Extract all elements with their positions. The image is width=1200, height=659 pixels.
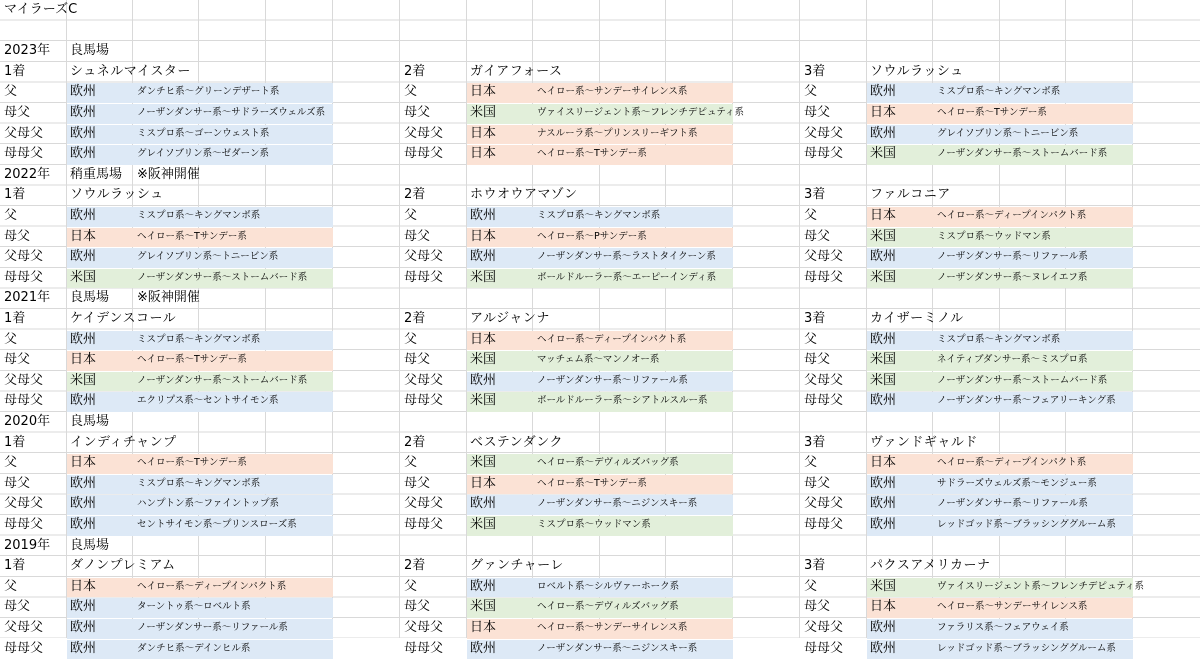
year-label: 2020年: [4, 414, 51, 429]
bloodline-cell: ヘイロー系～ディープインパクト系: [537, 333, 687, 345]
year-label: 2022年: [4, 166, 51, 182]
venue-note: ※阪神開催: [137, 166, 200, 182]
bloodline-cell: ヘイロー系～Tサンデー系: [537, 477, 647, 489]
bloodline-cell: ヘイロー系～ディープインパクト系: [937, 457, 1087, 469]
bloodline-cell: ミスプロ系～キングマンボ系: [937, 86, 1061, 98]
placing-row: [0, 185, 1200, 206]
pedigree-row: [0, 206, 1200, 227]
relation-label: 母母父: [4, 640, 44, 656]
relation-label: 母母父: [4, 146, 44, 162]
bloodline-cell: ヘイロー系～Tサンデー系: [937, 107, 1047, 118]
relation-label: 父母父: [404, 620, 444, 635]
region-cell: 日本: [470, 475, 497, 491]
pedigree-row: [0, 350, 1200, 371]
horse-name: ソウルラッシュ: [870, 63, 964, 79]
bloodline-cell: ファラリス系～フェアウェイ系: [937, 622, 1069, 633]
bloodline-cell: ヴァイスリージェント系～フレンチデピュティ系: [537, 107, 745, 118]
pedigree-row: [0, 639, 1200, 659]
region-cell: 日本: [870, 208, 897, 223]
relation-label: 父: [404, 208, 418, 223]
track-condition: 良馬場: [70, 43, 110, 59]
region-cell: 日本: [470, 84, 497, 100]
place-label: 1着: [4, 63, 26, 79]
bloodline-cell: ダンチヒ系～デインヒル系: [137, 642, 251, 654]
relation-label: 母父: [804, 105, 831, 120]
relation-label: 父母父: [404, 372, 444, 388]
relation-label: 母母父: [4, 393, 44, 409]
horse-name: パクスアメリカーナ: [870, 558, 991, 574]
bloodline-cell: ダンチヒ系～グリーンデザート系: [137, 86, 280, 98]
region-cell: 米国: [470, 352, 497, 368]
relation-label: 父: [404, 455, 418, 471]
bloodline-cell: ノーザンダンサー系～ラストタイクーン系: [537, 251, 716, 263]
bloodline-cell: ノーザンダンサー系～リファール系: [137, 622, 288, 633]
relation-label: 父母父: [4, 372, 44, 388]
relation-label: 母父: [404, 352, 431, 368]
region-cell: 米国: [470, 455, 497, 471]
bloodline-cell: ネイティブダンサー系～ミスプロ系: [937, 354, 1088, 366]
bloodline-cell: ノーザンダンサー系～ヌレイエフ系: [937, 271, 1088, 283]
bloodline-cell: ヘイロー系～サンデーサイレンス系: [537, 86, 688, 98]
bloodline-cell: ミスプロ系～キングマンボ系: [137, 210, 261, 221]
region-cell: 欧州: [70, 620, 97, 635]
region-cell: 米国: [470, 269, 497, 285]
region-cell: 日本: [470, 331, 497, 347]
region-cell: 欧州: [70, 599, 97, 615]
horse-name: インディチャンプ: [70, 434, 177, 450]
pedigree-row: [0, 618, 1200, 639]
relation-label: 母母父: [404, 146, 444, 162]
region-cell: 米国: [470, 393, 497, 409]
bloodline-cell: ノーザンダンサー系～ニジンスキー系: [537, 642, 698, 654]
relation-label: 父: [404, 331, 418, 347]
bloodline-cell: ヘイロー系～Pサンデー系: [537, 230, 647, 242]
place-label: 1着: [4, 434, 26, 450]
relation-label: 父母父: [804, 249, 844, 265]
region-cell: 欧州: [70, 640, 97, 656]
place-label: 3着: [804, 187, 826, 203]
year-header-row: [0, 412, 1200, 433]
year-header-row: [0, 165, 1200, 186]
region-cell: 欧州: [870, 331, 897, 347]
horse-name: ガイアフォース: [470, 63, 563, 79]
relation-label: 母父: [804, 228, 831, 244]
pedigree-row: [0, 371, 1200, 392]
region-cell: 日本: [70, 352, 97, 368]
region-cell: 米国: [870, 146, 897, 162]
region-cell: 欧州: [70, 84, 97, 100]
region-cell: 欧州: [70, 475, 97, 491]
bloodline-cell: ミスプロ系～キングマンボ系: [137, 333, 261, 345]
place-label: 2着: [404, 434, 426, 450]
relation-label: 父母父: [804, 372, 844, 388]
region-cell: 日本: [70, 578, 97, 594]
region-cell: 欧州: [870, 249, 897, 265]
bloodline-cell: ノーザンダンサー系～ストームバード系: [937, 374, 1108, 386]
relation-label: 母父: [4, 228, 31, 244]
bloodline-cell: ヘイロー系～デヴィルズバッグ系: [537, 601, 679, 613]
place-label: 1着: [4, 187, 26, 203]
bloodline-cell: グレイソブリン系～トニービン系: [137, 251, 279, 263]
relation-label: 母父: [804, 352, 831, 368]
bloodline-cell: グレイソブリン系～ゼダーン系: [137, 148, 269, 160]
bloodline-cell: ボールドルーラー系～エーピーインディ系: [537, 271, 717, 283]
year-header-row: [0, 41, 1200, 62]
bloodline-cell: ヘイロー系～デヴィルズバッグ系: [537, 457, 679, 469]
relation-label: 母母父: [404, 640, 444, 656]
region-cell: 欧州: [870, 620, 897, 635]
bloodline-cell: ノーザンダンサー系～ストームバード系: [137, 271, 308, 283]
place-label: 2着: [404, 311, 426, 326]
relation-label: 父母父: [4, 620, 44, 635]
bloodline-cell: マッチェム系～マンノオー系: [537, 354, 660, 366]
title-row: [0, 0, 1200, 21]
horse-name: ヴァンドギャルド: [870, 434, 978, 450]
bloodline-cell: ノーザンダンサー系～リファール系: [537, 374, 688, 386]
bloodline-cell: ヘイロー系～ディープインパクト系: [137, 580, 287, 592]
bloodline-cell: ボールドルーラー系～シアトルスルー系: [537, 395, 708, 407]
bloodline-cell: ヘイロー系～ディープインパクト系: [937, 210, 1087, 221]
bloodline-cell: ミスプロ系～ウッドマン系: [937, 230, 1051, 242]
relation-label: 父母父: [804, 620, 844, 635]
region-cell: 米国: [870, 269, 897, 285]
region-cell: 欧州: [70, 331, 97, 347]
year-label: 2021年: [4, 290, 51, 306]
bloodline-cell: ノーザンダンサー系～サドラーズウェルズ系: [137, 107, 326, 118]
place-label: 3着: [804, 311, 826, 326]
horse-name: カイザーミノル: [870, 311, 964, 326]
region-cell: 欧州: [870, 496, 897, 512]
region-cell: 日本: [870, 455, 897, 471]
bloodline-cell: ロベルト系～シルヴァーホーク系: [537, 580, 680, 592]
pedigree-row: [0, 124, 1200, 145]
placing-row: [0, 309, 1200, 330]
region-cell: 欧州: [70, 105, 97, 120]
relation-label: 父: [4, 208, 18, 223]
region-cell: 欧州: [870, 640, 897, 656]
bloodline-cell: ノーザンダンサー系～フェアリーキング系: [937, 395, 1116, 407]
bloodline-cell: ミスプロ系～キングマンボ系: [537, 210, 661, 221]
bloodline-cell: エクリプス系～セントサイモン系: [137, 395, 279, 407]
horse-name: シュネルマイスター: [70, 63, 191, 79]
bloodline-cell: ノーザンダンサー系～リファール系: [937, 251, 1088, 263]
region-cell: 日本: [870, 105, 897, 120]
bloodline-cell: ナスルーラ系～プリンスリーギフト系: [537, 127, 698, 139]
region-cell: 欧州: [870, 393, 897, 409]
track-condition: 良馬場: [70, 414, 110, 429]
region-cell: 欧州: [70, 249, 97, 265]
pedigree-row: [0, 474, 1200, 495]
relation-label: 母母父: [4, 269, 44, 285]
region-cell: 欧州: [470, 372, 497, 388]
relation-label: 父: [404, 578, 418, 594]
bloodline-cell: ヘイロー系～サンデーサイレンス系: [537, 622, 688, 633]
relation-label: 母母父: [404, 269, 444, 285]
region-cell: 日本: [470, 146, 497, 162]
region-cell: 米国: [870, 228, 897, 244]
region-cell: 米国: [470, 599, 497, 615]
pedigree-row: [0, 268, 1200, 289]
relation-label: 父母父: [804, 496, 844, 512]
pedigree-row: [0, 453, 1200, 474]
bloodline-cell: ヘイロー系～サンデーサイレンス系: [937, 601, 1088, 613]
bloodline-cell: ノーザンダンサー系～ストームバード系: [137, 374, 308, 386]
region-cell: 欧州: [70, 208, 97, 223]
pedigree-row: [0, 577, 1200, 598]
region-cell: 欧州: [70, 393, 97, 409]
relation-label: 父母父: [804, 125, 844, 141]
bloodline-cell: レッドゴッド系～ブラッシンググルーム系: [937, 519, 1116, 530]
bloodline-cell: ターントゥ系～ロベルト系: [137, 601, 251, 613]
relation-label: 父: [4, 578, 18, 594]
relation-label: 母父: [4, 599, 31, 615]
pedigree-row: [0, 227, 1200, 248]
relation-label: 父: [804, 208, 818, 223]
relation-label: 父: [804, 578, 818, 594]
region-cell: 米国: [870, 372, 897, 388]
pedigree-row: [0, 515, 1200, 536]
region-cell: 日本: [870, 599, 897, 615]
year-header-row: [0, 536, 1200, 557]
pedigree-row: [0, 103, 1200, 124]
bloodline-cell: ノーザンダンサー系～ニジンスキー系: [537, 498, 698, 510]
relation-label: 母父: [804, 599, 831, 615]
pedigree-row: [0, 247, 1200, 268]
bloodline-cell: ヘイロー系～Tサンデー系: [137, 457, 247, 469]
relation-label: 父: [804, 455, 818, 471]
bloodline-cell: セントサイモン系～プリンスローズ系: [137, 519, 297, 530]
region-cell: 欧州: [470, 496, 497, 512]
bloodline-cell: ミスプロ系～キングマンボ系: [937, 333, 1061, 345]
bloodline-cell: ヘイロー系～Tサンデー系: [137, 230, 247, 242]
horse-name: ソウルラッシュ: [70, 187, 164, 203]
region-cell: 米国: [70, 269, 97, 285]
place-label: 3着: [804, 558, 826, 574]
region-cell: 米国: [70, 372, 97, 388]
bloodline-cell: ヴァイスリージェント系～フレンチデピュティ系: [937, 580, 1145, 592]
relation-label: 父母父: [404, 496, 444, 512]
bloodline-cell: ミスプロ系～キングマンボ系: [137, 477, 261, 489]
relation-label: 母父: [404, 105, 431, 120]
year-header-row: [0, 288, 1200, 309]
relation-label: 父: [804, 84, 818, 100]
region-cell: 米国: [470, 517, 497, 532]
horse-name: ダノンプレミアム: [70, 558, 176, 574]
relation-label: 母父: [4, 352, 31, 368]
sheet-title: マイラーズC: [4, 2, 78, 17]
region-cell: 欧州: [870, 84, 897, 100]
relation-label: 母父: [404, 599, 431, 615]
relation-label: 母母父: [404, 393, 444, 409]
place-label: 2着: [404, 63, 426, 79]
place-label: 1着: [4, 311, 26, 326]
bloodline-cell: ミスプロ系～ゴーンウェスト系: [137, 127, 270, 139]
bloodline-cell: グレイソブリン系～トニービン系: [937, 127, 1079, 139]
place-label: 2着: [404, 187, 426, 203]
relation-label: 父母父: [4, 249, 44, 265]
pedigree-row: [0, 82, 1200, 103]
region-cell: 米国: [870, 352, 897, 368]
relation-label: 母母父: [4, 517, 44, 532]
placing-row: [0, 62, 1200, 83]
relation-label: 父: [404, 84, 418, 100]
placing-row: [0, 433, 1200, 454]
horse-name: ホウオウアマゾン: [470, 187, 578, 203]
bloodline-cell: ノーザンダンサー系～リファール系: [937, 498, 1088, 510]
region-cell: 米国: [470, 105, 497, 120]
relation-label: 母母父: [804, 640, 844, 656]
relation-label: 父: [804, 331, 818, 347]
bloodline-cell: ヘイロー系～Tサンデー系: [137, 354, 247, 366]
relation-label: 母父: [804, 475, 831, 491]
year-label: 2019年: [4, 537, 51, 553]
relation-label: 父: [4, 331, 18, 347]
region-cell: 欧州: [470, 640, 497, 656]
pedigree-row: [0, 597, 1200, 618]
bloodline-cell: ハンプトン系～ファイントップ系: [137, 498, 280, 510]
bloodline-cell: ヘイロー系～Tサンデー系: [537, 148, 647, 160]
region-cell: 米国: [870, 578, 897, 594]
region-cell: 日本: [470, 228, 497, 244]
pedigree-row: [0, 144, 1200, 165]
region-cell: 欧州: [70, 125, 97, 141]
track-condition: 良馬場: [70, 537, 110, 553]
relation-label: 母父: [4, 105, 31, 120]
pedigree-row: [0, 330, 1200, 351]
bloodline-cell: ミスプロ系～ウッドマン系: [537, 519, 651, 530]
place-label: 3着: [804, 63, 826, 79]
bloodline-cell: レッドゴッド系～ブラッシンググルーム系: [937, 642, 1116, 654]
relation-label: 母母父: [804, 517, 844, 532]
region-cell: 日本: [70, 455, 97, 471]
horse-name: アルジャンナ: [470, 311, 550, 326]
relation-label: 父: [4, 84, 18, 100]
relation-label: 母母父: [804, 269, 844, 285]
place-label: 1着: [4, 558, 26, 574]
region-cell: 欧州: [470, 208, 497, 223]
region-cell: 欧州: [70, 146, 97, 162]
year-label: 2023年: [4, 43, 51, 59]
region-cell: 欧州: [870, 517, 897, 532]
region-cell: 欧州: [870, 125, 897, 141]
place-label: 2着: [404, 558, 426, 574]
relation-label: 父母父: [4, 496, 44, 512]
relation-label: 父: [4, 455, 18, 471]
region-cell: 欧州: [70, 496, 97, 512]
region-cell: 欧州: [470, 578, 497, 594]
bloodline-cell: ノーザンダンサー系～ストームバード系: [937, 148, 1108, 160]
region-cell: 日本: [470, 620, 497, 635]
track-condition: 稍重馬場: [70, 166, 123, 182]
relation-label: 父母父: [404, 249, 444, 265]
pedigree-row: [0, 494, 1200, 515]
track-condition: 良馬場: [70, 290, 110, 306]
relation-label: 母母父: [804, 146, 844, 162]
relation-label: 母父: [404, 475, 431, 491]
venue-note: ※阪神開催: [137, 290, 200, 306]
relation-label: 母母父: [404, 517, 444, 532]
region-cell: 日本: [70, 228, 97, 244]
region-cell: 日本: [470, 125, 497, 141]
place-label: 3着: [804, 434, 826, 450]
bloodline-cell: サドラーズウェルズ系～モンジュー系: [937, 477, 1097, 489]
relation-label: 母父: [4, 475, 31, 491]
relation-label: 父母父: [4, 125, 44, 141]
horse-name: ベステンダンク: [470, 434, 563, 450]
relation-label: 父母父: [404, 125, 444, 141]
region-cell: 欧州: [70, 517, 97, 532]
relation-label: 母母父: [804, 393, 844, 409]
relation-label: 母父: [404, 228, 431, 244]
region-cell: 欧州: [470, 249, 497, 265]
placing-row: [0, 556, 1200, 577]
horse-name: ケイデンスコール: [70, 311, 177, 326]
horse-name: ファルコニア: [870, 187, 951, 203]
pedigree-row: [0, 391, 1200, 412]
horse-name: グァンチャーレ: [470, 558, 564, 574]
region-cell: 欧州: [870, 475, 897, 491]
